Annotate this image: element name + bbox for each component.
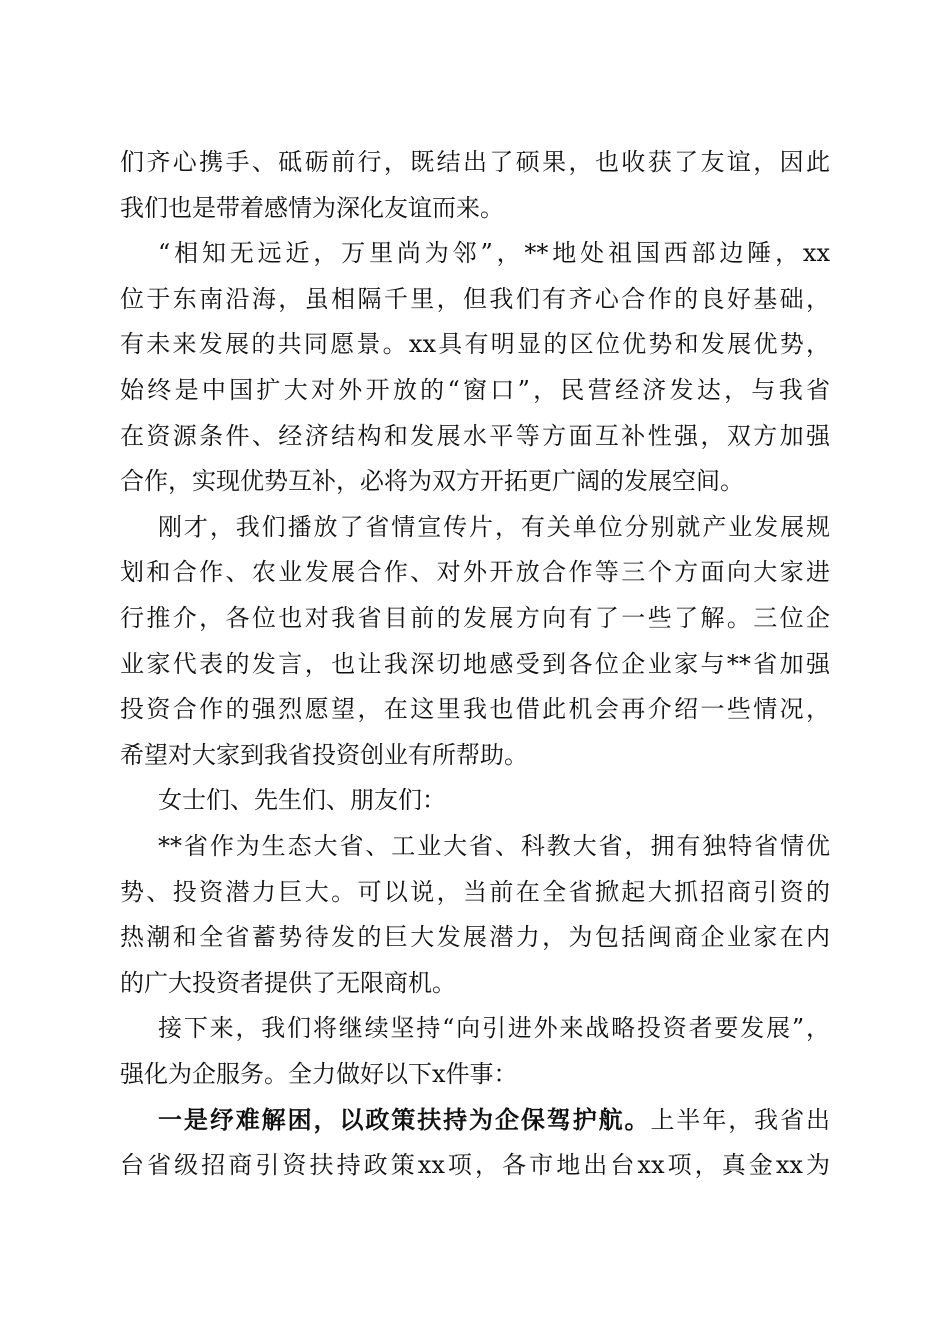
text-line: 的广大投资者提供了无限商机。 — [120, 968, 456, 997]
text-line: 们齐心携手、砥砺前行，既结出了硕果，也收获了友谊，因此 — [120, 148, 830, 176]
text-line: 在资源条件、经济结构和发展水平等方面互补性强，双方加强 — [120, 421, 830, 450]
text-line: 业家代表的发言，也让我深切地感受到各位企业家与**省加强 — [120, 649, 830, 678]
text-span: 上半年，我省出 — [650, 1106, 830, 1135]
text-line: 我们也是带着感情为深化友谊而来。 — [120, 193, 504, 222]
text-line: “相知无远近，万里尚为邻”，**地处祖国西部边陲，xx — [158, 239, 830, 268]
text-line: 合作，实现优势互补，必将为双方开拓更广阔的发展空间。 — [120, 467, 744, 496]
paragraph-3 — [120, 505, 830, 779]
bold-heading-phrase: 一是纾难解困，以政策扶持为企保驾护航。 — [158, 1105, 651, 1135]
text-line: 有未来发展的共同愿景。xx具有明显的区位优势和发展优势， — [120, 330, 830, 359]
text-line: 行推介，各位也对我省目前的发展方向有了一些了解。三位企 — [120, 603, 830, 632]
paragraph-6 — [120, 1097, 830, 1188]
text-line: 位于东南沿海，虽相隔千里，但我们有齐心合作的良好基础， — [120, 284, 830, 313]
text-line: 刚才，我们播放了省情宣传片，有关单位分别就产业发展规 — [158, 512, 830, 541]
text-line: 始终是中国扩大对外开放的“窗口”，民营经济发达，与我省 — [120, 375, 830, 404]
text-line — [120, 1097, 830, 1143]
salutation — [120, 778, 830, 824]
text-line: 接下来，我们将继续坚持“向引进外来战略投资者要发展”， — [158, 1014, 830, 1043]
paragraph-5 — [120, 1006, 830, 1097]
text-line: 热潮和全省蓄势待发的巨大发展潜力，为包括闽商企业家在内 — [120, 923, 830, 952]
paragraph-2 — [120, 231, 830, 505]
document-body — [120, 140, 830, 1189]
text-line: **省作为生态大省、工业大省、科教大省，拥有独特省情优 — [158, 831, 830, 860]
paragraph-4 — [120, 824, 830, 1006]
paragraph-1 — [120, 140, 830, 231]
text-line: 划和合作、农业发展合作、对外开放合作等三个方面向大家进 — [120, 558, 830, 587]
text-line: 台省级招商引资扶持政策xx项，各市地出台xx项，真金xx为 — [120, 1151, 830, 1180]
text-line: 女士们、先生们、朋友们： — [158, 786, 446, 815]
text-line: 强化为企服务。全力做好以下x件事： — [120, 1059, 518, 1088]
text-line: 希望对大家到我省投资创业有所帮助。 — [120, 740, 528, 769]
text-line: 投资合作的强烈愿望，在这里我也借此机会再介绍一些情况， — [120, 695, 830, 724]
text-line: 势、投资潜力巨大。可以说，当前在全省掀起大抓招商引资的 — [120, 877, 830, 906]
